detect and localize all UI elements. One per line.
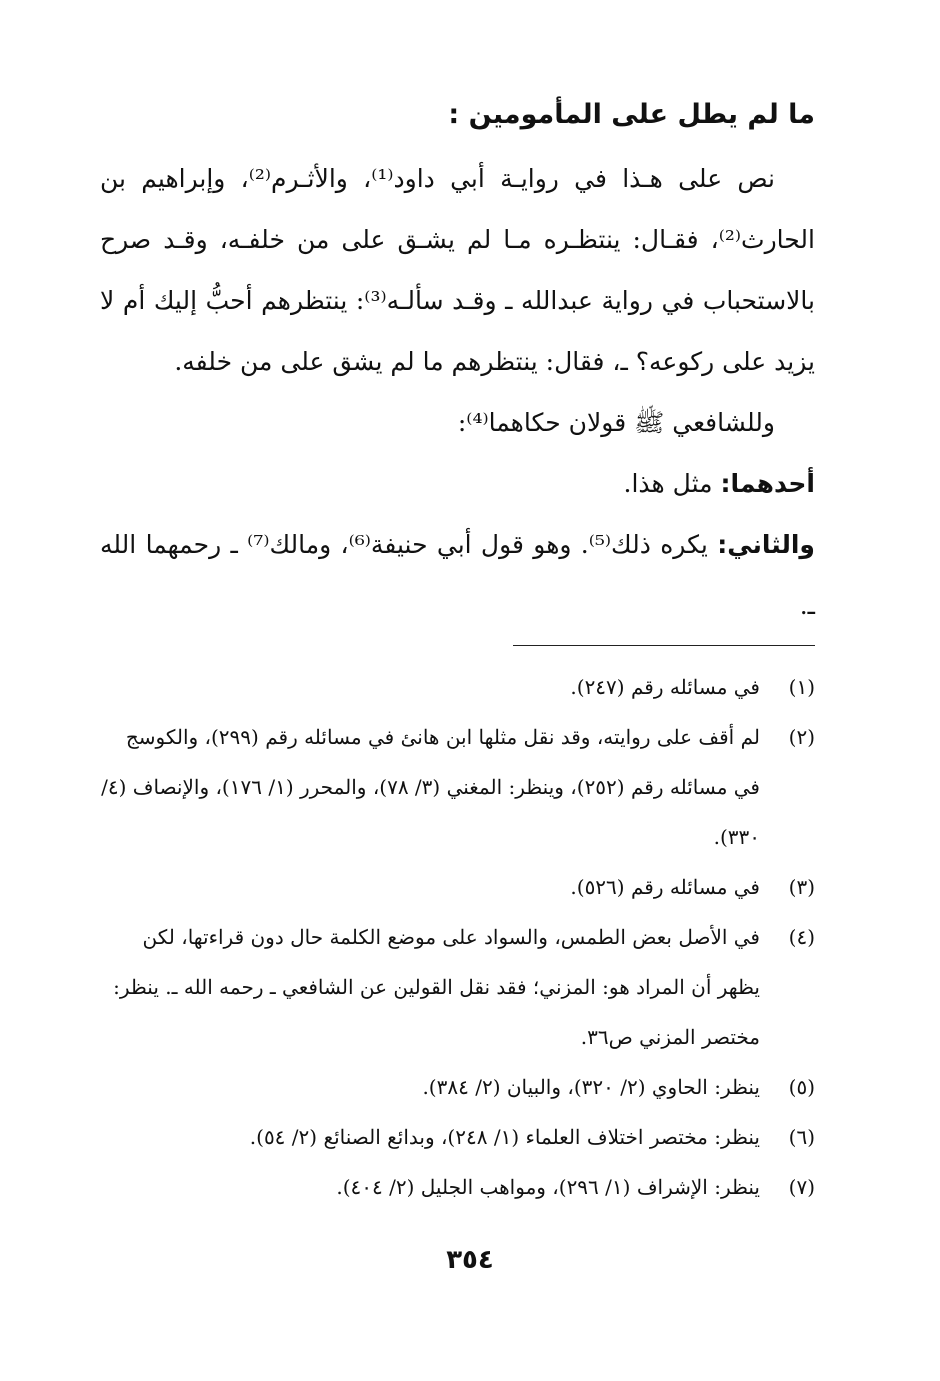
second-opinion-label: والثاني:: [717, 530, 815, 559]
footnote-number: (٥): [788, 1075, 815, 1099]
section-heading: ما لم يطل على المأمومين :: [448, 99, 815, 130]
footnote-number: (٤): [788, 925, 815, 949]
footnote-number: (٧): [788, 1175, 815, 1199]
footnote-text: ينظر: مختصر اختلاف العلماء (١/ ٢٤٨)، وبدائع الصنائع (٢/ ٥٤).: [249, 1125, 760, 1149]
footnote: [100, 662, 815, 712]
footnote-separator: [513, 645, 815, 646]
footnote: [100, 862, 815, 912]
page-number: ٣٥٤: [446, 1245, 494, 1275]
footnote: [100, 712, 815, 862]
second-opinion-text: يكره ذلك⁽⁵⁾. وهو قول أبي حنيفة⁽⁶⁾، ومالك⁽⁷⁾ ـ رحمهما الله ـ.: [100, 530, 815, 620]
footnote-text: ينظر: الحاوي (٢/ ٣٢٠)، والبيان (٢/ ٣٨٤).: [422, 1075, 760, 1099]
footnote: [100, 1112, 815, 1162]
paragraph-3: [100, 453, 815, 514]
first-opinion-label: أحدهما:: [720, 469, 815, 498]
paragraph-1: نص على هـذا في روايـة أبي داود⁽¹⁾، والأثـرم⁽²⁾، وإبراهيم بن الحارث⁽²⁾، فقـال: ينتظـره مـا لم يشـق على من خلفـه، وقـد صرح بالاستحباب في رواية عبدالله ـ وقـد سألـه⁽³⁾: ينتظرهم أحبُّ إليك أم لا يزيد على ركوعه؟ ـ، فقال: ينتظرهم ما لم يشق على من خلفه.: [100, 164, 816, 376]
first-opinion-text: مثل هذا.: [623, 469, 721, 498]
footnote-number: (٣): [788, 875, 815, 899]
footnote-text: لم أقف على روايته، وقد نقل مثلها ابن هانئ في مسائله رقم (٢٩٩)، والكوسج في مسائله رقم (٢٥٢)، وينظر: المغني (٣/ ٧٨)، والمحرر (١/ ١٧٦)، والإنصاف (٤/ ٣٣٠).: [101, 725, 760, 849]
footnote-text: في الأصل بعض الطمس، والسواد على موضع الكلمة حال دون قراءتها، لكن يظهر أن المراد هو: المزني؛ فقد نقل القولين عن الشافعي ـ رحمه الله ـ. ينظر: مختصر المزني ص٣٦.: [113, 925, 760, 1049]
footnote-number: (٢): [788, 725, 815, 749]
footnote: [100, 1162, 815, 1212]
footnote-text: في مسائله رقم (٢٤٧).: [570, 675, 760, 699]
paragraph-2: وللشافعي ﷺ قولان حكاهما⁽⁴⁾:: [457, 408, 775, 437]
main-text: [100, 88, 815, 636]
paragraph-4: [100, 514, 815, 636]
footnotes: [100, 662, 815, 1212]
footnote-text: في مسائله رقم (٥٢٦).: [570, 875, 760, 899]
footnote: [100, 1062, 815, 1112]
footnote-number: (١): [788, 675, 815, 699]
footnote-text: ينظر: الإشراف (١/ ٢٩٦)، ومواهب الجليل (٢/ ٤٠٤).: [336, 1175, 760, 1199]
footnote-number: (٦): [788, 1125, 815, 1149]
footnote: [100, 912, 815, 1062]
